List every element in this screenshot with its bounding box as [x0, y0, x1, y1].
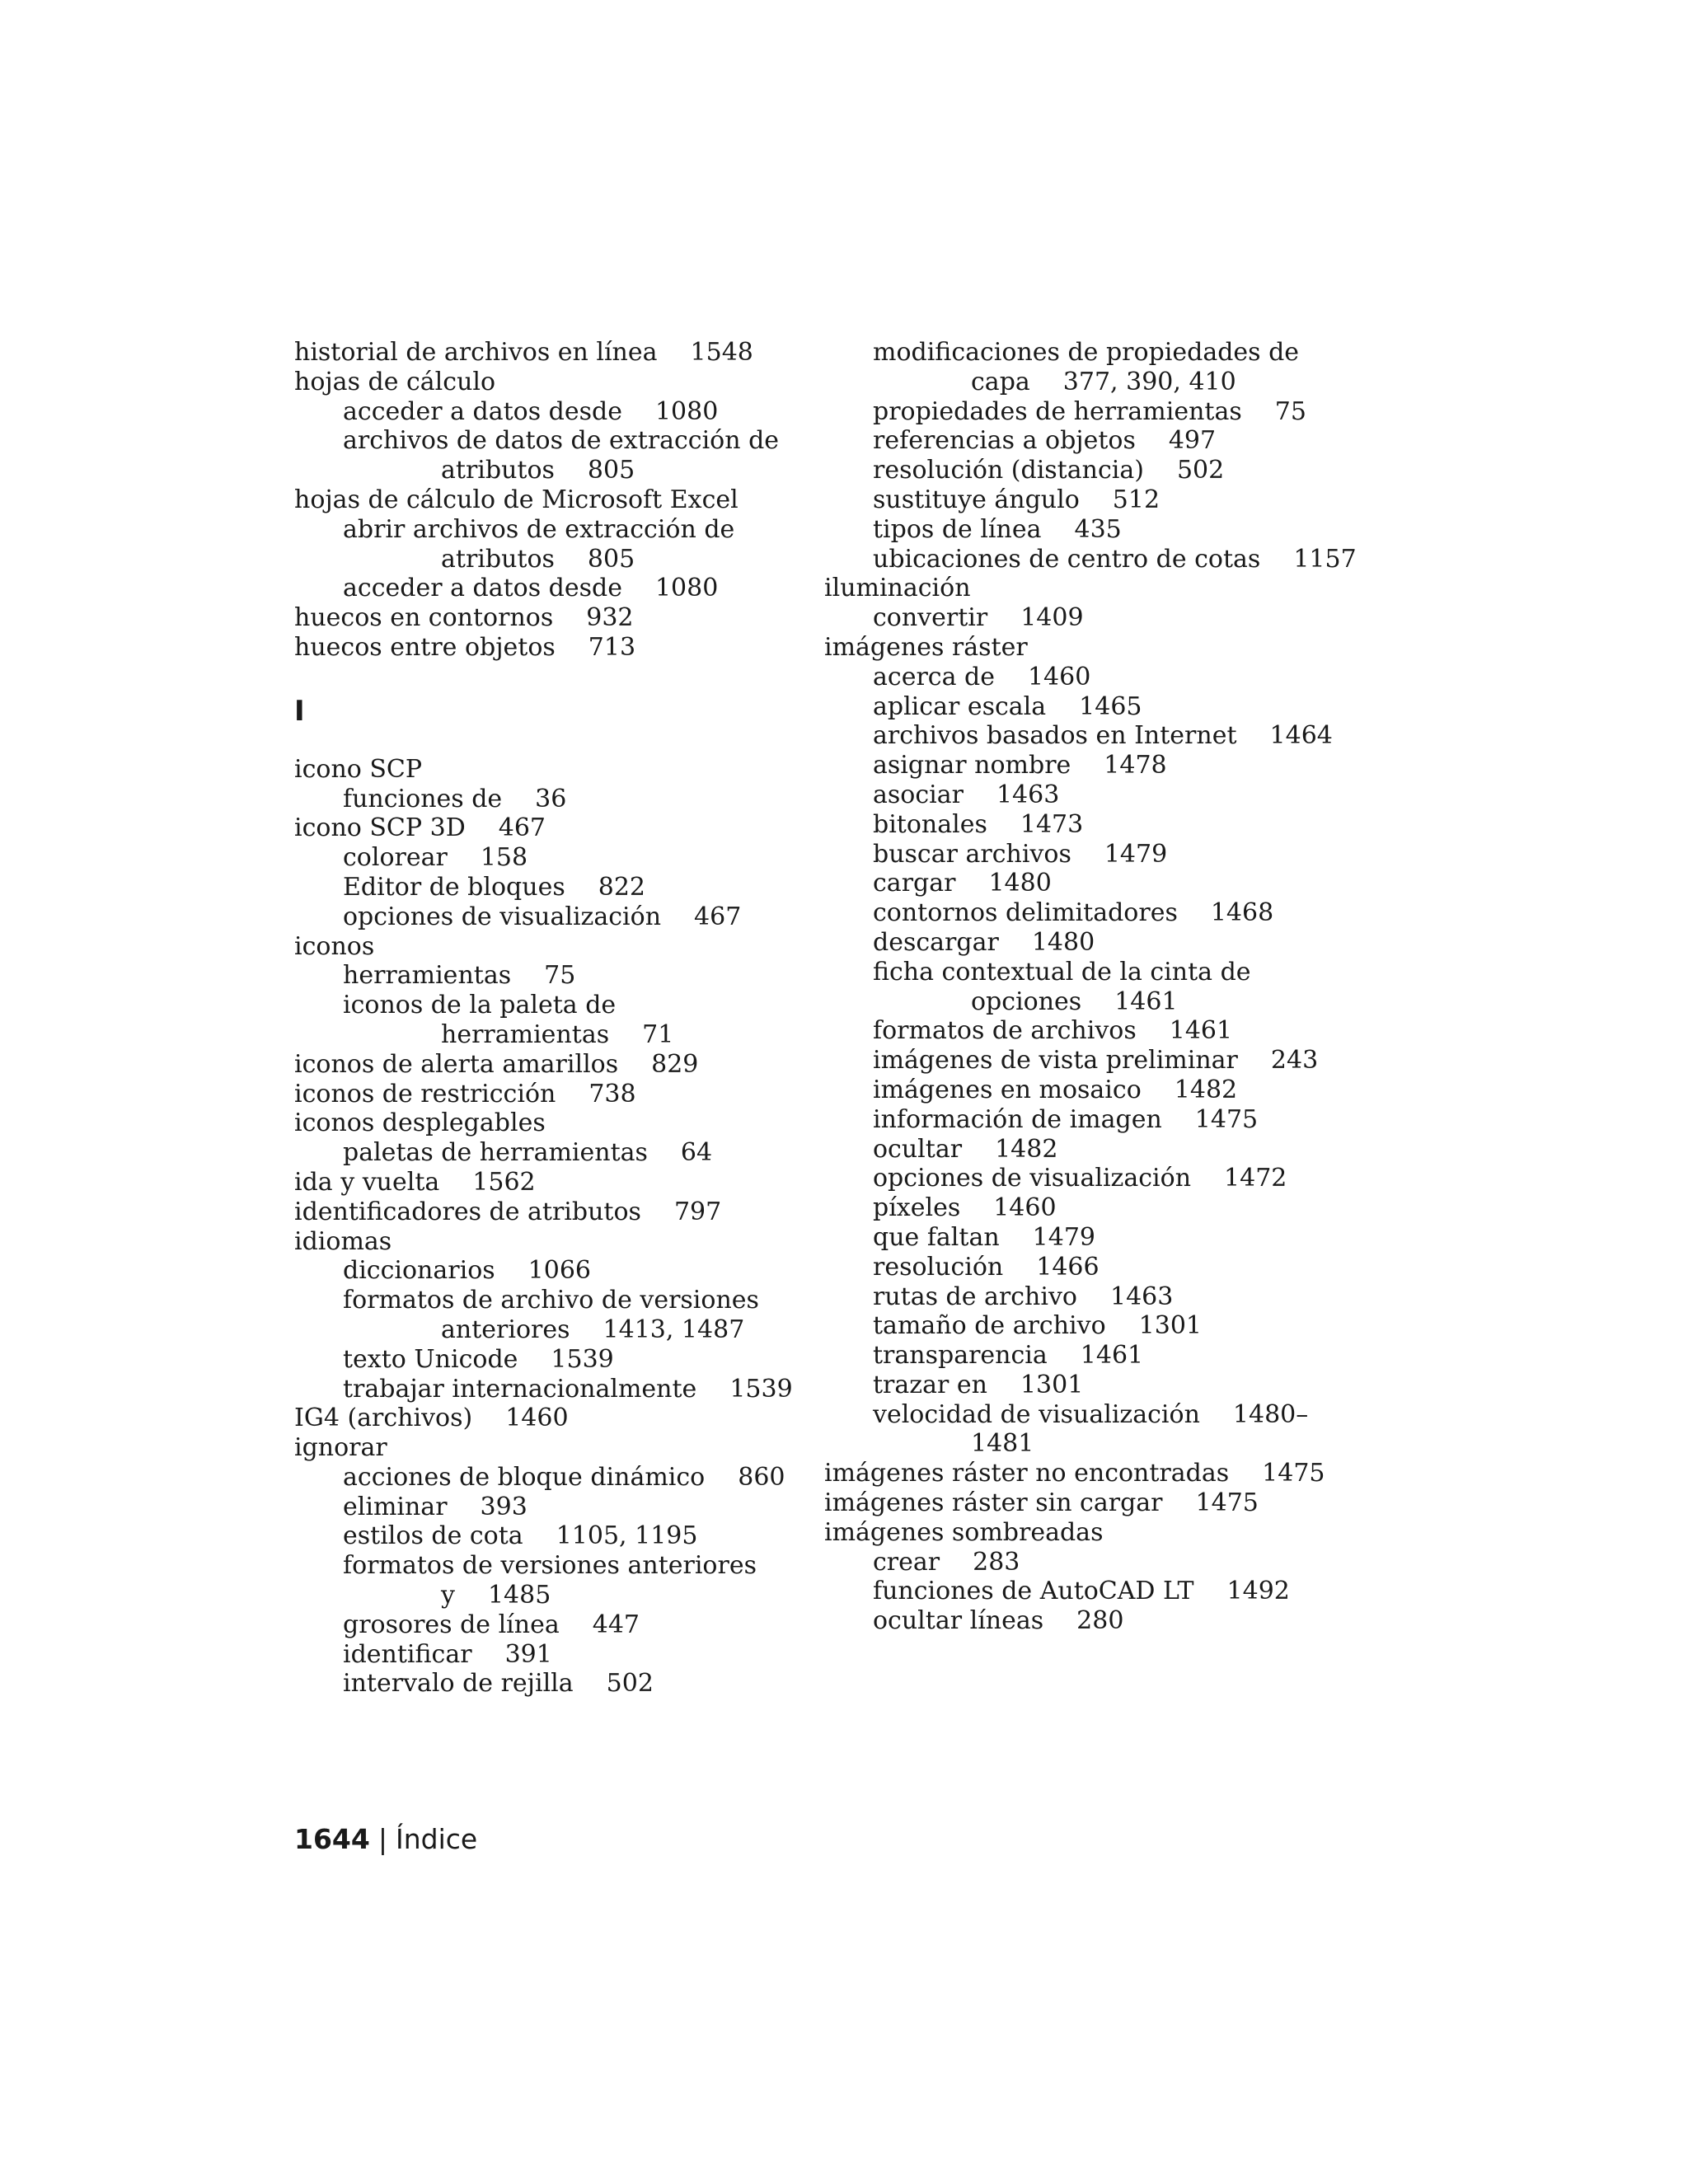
index-page-ref: 1480– — [1232, 1399, 1309, 1429]
index-entry — [294, 785, 789, 814]
index-term: píxeles — [873, 1193, 961, 1223]
index-entry — [294, 1551, 789, 1581]
index-entry — [294, 426, 789, 456]
footer-separator: | — [377, 1823, 387, 1855]
index-term: hojas de cálculo — [294, 367, 496, 396]
index-term: iluminación — [824, 574, 971, 603]
index-term: iconos — [294, 931, 375, 961]
index-entry — [824, 1164, 1352, 1193]
index-entry — [824, 1253, 1352, 1282]
index-term: crear — [873, 1547, 940, 1577]
index-entry — [824, 869, 1352, 898]
index-page-ref: 393 — [480, 1492, 528, 1521]
index-term: formatos de archivo de versiones — [343, 1286, 759, 1315]
index-entry — [294, 1374, 793, 1404]
index-entry — [294, 991, 789, 1020]
index-page-ref: 1157 — [1293, 544, 1357, 574]
index-term: icono SCP — [294, 754, 423, 784]
index-entry — [294, 1138, 789, 1168]
index-term: opciones — [971, 987, 1082, 1016]
index-page-ref: 1468 — [1210, 898, 1274, 928]
index-term: hojas de cálculo de Microsoft Excel — [294, 485, 738, 514]
index-term: cargar — [873, 869, 956, 898]
index-term: descargar — [873, 927, 999, 957]
index-term: formatos de versiones anteriores — [343, 1551, 757, 1581]
index-entry — [294, 961, 789, 991]
index-entry — [294, 485, 789, 515]
index-page-ref: 1479 — [1104, 839, 1168, 869]
index-page-ref: 1539 — [551, 1344, 614, 1374]
index-term: rutas de archivo — [873, 1282, 1077, 1311]
index-term: icono SCP 3D — [294, 813, 466, 843]
index-page-ref: 1461 — [1169, 1016, 1233, 1046]
index-entry — [294, 1521, 789, 1551]
index-entry — [294, 1286, 789, 1315]
index-entry — [294, 338, 789, 368]
index-entry — [294, 1345, 789, 1375]
index-entry — [294, 1433, 789, 1463]
index-term: archivos basados en Internet — [873, 721, 1237, 751]
index-term: ida y vuelta — [294, 1167, 440, 1197]
index-page-ref: 1460 — [993, 1193, 1057, 1223]
index-entry — [294, 755, 789, 785]
index-entry — [824, 1518, 1352, 1548]
index-term: iconos de la paleta de — [343, 991, 617, 1020]
index-page-ref: 1480 — [988, 869, 1052, 898]
index-page-ref: 1301 — [1020, 1370, 1084, 1399]
index-page-ref: 1464 — [1269, 721, 1333, 751]
index-page-ref: 738 — [588, 1079, 636, 1108]
index-entry — [294, 1020, 789, 1050]
index-entry — [294, 813, 789, 843]
index-entry — [824, 1606, 1352, 1636]
index-entry — [824, 1371, 1352, 1400]
index-term: buscar archivos — [873, 839, 1071, 869]
index-term: texto Unicode — [343, 1344, 518, 1374]
index-entry — [824, 515, 1352, 545]
index-page-ref: 829 — [651, 1049, 699, 1079]
index-entry — [294, 1315, 789, 1345]
index-entry — [824, 751, 1352, 780]
index-entry — [294, 1493, 789, 1522]
index-term: huecos en contornos — [294, 603, 554, 633]
index-term: imágenes sombreadas — [824, 1517, 1104, 1547]
index-page-ref: 435 — [1074, 514, 1122, 544]
index-term: contornos delimitadores — [873, 898, 1178, 928]
index-entry — [824, 574, 1352, 603]
index-term: ocultar líneas — [873, 1606, 1044, 1636]
index-page-ref: 36 — [535, 784, 567, 813]
index-entry — [824, 958, 1352, 987]
index-page-ref: 283 — [973, 1547, 1020, 1577]
index-entry — [294, 1669, 789, 1699]
index-term: intervalo de rejilla — [343, 1669, 574, 1699]
index-term: colorear — [343, 843, 448, 873]
section-heading-letter: I — [294, 694, 305, 728]
index-page-ref: 805 — [587, 456, 635, 485]
index-entry — [294, 902, 789, 932]
index-term: propiedades de herramientas — [873, 396, 1242, 426]
index-page-ref: 467 — [498, 813, 546, 843]
index-term: velocidad de visualización — [873, 1399, 1200, 1429]
index-entry — [294, 1256, 789, 1286]
index-term: IG4 (archivos) — [294, 1404, 473, 1433]
index-entry — [824, 1341, 1352, 1371]
index-term: funciones de AutoCAD LT — [873, 1577, 1194, 1606]
index-entry — [294, 1581, 789, 1610]
index-term: referencias a objetos — [873, 426, 1136, 456]
index-term: convertir — [873, 603, 988, 633]
index-term: eliminar — [343, 1492, 448, 1521]
index-column-right — [824, 338, 1357, 1636]
index-entry — [824, 987, 1352, 1017]
index-term: huecos entre objetos — [294, 632, 556, 662]
index-term: identificadores de atributos — [294, 1197, 641, 1226]
index-page-ref: 497 — [1168, 426, 1217, 456]
index-entry — [824, 840, 1352, 869]
index-page-ref: 1463 — [1109, 1282, 1174, 1311]
index-term: y — [441, 1581, 455, 1610]
index-term: aplicar escala — [873, 691, 1047, 721]
index-term: acciones de bloque dinámico — [343, 1462, 706, 1492]
index-entry — [824, 1016, 1352, 1046]
index-entry — [294, 1404, 789, 1433]
index-page-ref: 243 — [1270, 1046, 1319, 1076]
index-entry — [824, 1577, 1352, 1606]
index-entry — [294, 515, 789, 545]
index-entry — [824, 397, 1352, 427]
index-term: herramientas — [343, 961, 512, 991]
index-page-ref: 1463 — [996, 780, 1060, 809]
section-spacer — [294, 663, 789, 695]
index-page-ref: 75 — [1274, 396, 1306, 426]
index-term: asociar — [873, 780, 964, 809]
index-term: trabajar internacionalmente — [343, 1374, 697, 1404]
index-entry — [294, 1227, 789, 1257]
index-term: imágenes ráster no encontradas — [824, 1459, 1230, 1488]
index-entry — [824, 1076, 1352, 1105]
index-term: capa — [971, 367, 1030, 396]
index-page-ref: 1105, 1195 — [556, 1521, 698, 1551]
index-page-ref: 1461 — [1080, 1341, 1144, 1371]
index-term: bitonales — [873, 809, 987, 839]
index-page-ref: 1301 — [1138, 1311, 1203, 1341]
index-term: ficha contextual de la cinta de — [873, 957, 1251, 987]
index-term: 1481 — [971, 1429, 1034, 1459]
index-page-ref: 1472 — [1224, 1164, 1287, 1193]
index-term: iconos de alerta amarillos — [294, 1049, 619, 1079]
index-page-ref: 1485 — [487, 1581, 551, 1610]
index-entry — [294, 1197, 789, 1227]
index-entry — [824, 1488, 1352, 1518]
index-entry — [824, 663, 1352, 692]
index-page-ref: 64 — [680, 1138, 713, 1168]
index-entry — [824, 1223, 1352, 1253]
index-page-ref: 1475 — [1194, 1104, 1259, 1134]
index-term: funciones de — [343, 784, 503, 813]
index-term: formatos de archivos — [873, 1016, 1137, 1046]
index-page-ref: 1460 — [1027, 662, 1091, 691]
index-term: archivos de datos de extracción de — [343, 426, 780, 456]
index-entry — [824, 633, 1352, 663]
index-page-ref: 805 — [587, 544, 635, 574]
index-page-ref: 158 — [480, 843, 528, 873]
index-term: identificar — [343, 1639, 472, 1669]
index-entry — [824, 928, 1352, 958]
index-page-ref: 1460 — [505, 1404, 569, 1433]
index-term: acceder a datos desde — [343, 396, 622, 426]
index-term: grosores de línea — [343, 1610, 560, 1639]
index-term: atributos — [441, 456, 555, 485]
page-number: 1644 — [294, 1823, 370, 1855]
index-term: iconos desplegables — [294, 1108, 546, 1138]
index-column-left — [294, 338, 793, 1699]
index-entry — [294, 1168, 789, 1197]
index-entry — [824, 456, 1352, 485]
index-entry — [824, 1429, 1352, 1459]
index-entry — [294, 873, 789, 902]
index-term: opciones de visualización — [873, 1164, 1192, 1193]
index-entry — [824, 898, 1352, 928]
index-term: opciones de visualización — [343, 902, 662, 931]
index-entry — [824, 544, 1357, 574]
index-page-ref: 1461 — [1114, 987, 1178, 1016]
index-term: acerca de — [873, 662, 995, 691]
index-page-ref: 1080 — [654, 574, 719, 603]
index-page-ref: 502 — [1176, 456, 1225, 485]
index-entry — [294, 633, 789, 663]
index-term: anteriores — [441, 1315, 570, 1344]
index-term: transparencia — [873, 1341, 1048, 1371]
index-page-ref: 1080 — [654, 396, 719, 426]
index-page-ref: 1482 — [1174, 1075, 1238, 1104]
index-entry — [294, 1640, 789, 1670]
index-entry — [294, 1463, 789, 1493]
index-page-ref: 1480 — [1031, 927, 1095, 957]
index-entry — [824, 368, 1352, 397]
index-page-ref: 797 — [673, 1197, 722, 1226]
index-entry — [824, 721, 1352, 751]
index-page-ref: 932 — [586, 603, 634, 633]
index-term: estilos de cota — [343, 1521, 523, 1551]
index-page-ref: 75 — [544, 961, 576, 991]
index-entry — [824, 1282, 1352, 1312]
index-term: ignorar — [294, 1433, 387, 1463]
index-term: atributos — [441, 544, 555, 574]
index-page-ref: 1465 — [1079, 691, 1142, 721]
index-entry — [824, 780, 1352, 810]
index-term: resolución — [873, 1252, 1004, 1282]
index-entry — [824, 1548, 1352, 1577]
index-page-ref: 713 — [588, 632, 636, 662]
index-page-ref: 1413, 1487 — [603, 1315, 745, 1344]
index-entry — [294, 368, 789, 397]
index-page-ref: 447 — [592, 1610, 640, 1639]
index-page-ref: 1562 — [472, 1167, 536, 1197]
index-term: tamaño de archivo — [873, 1311, 1106, 1341]
index-entry — [824, 1135, 1352, 1165]
index-term: idiomas — [294, 1226, 392, 1256]
index-page-ref: 1473 — [1020, 809, 1084, 839]
index-entries-left-bottom — [294, 754, 793, 1699]
index-page-ref: 822 — [598, 872, 645, 902]
index-term: asignar nombre — [873, 751, 1071, 780]
index-term: herramientas — [441, 1019, 610, 1049]
index-term: información de imagen — [873, 1104, 1162, 1134]
index-page-ref: 1475 — [1195, 1488, 1259, 1518]
footer-section-title: Índice — [395, 1823, 478, 1855]
index-entry — [824, 485, 1352, 515]
index-entry — [294, 1050, 789, 1080]
index-page-ref: 502 — [606, 1669, 654, 1699]
index-entry — [294, 1610, 789, 1640]
index-page-ref: 71 — [642, 1019, 674, 1049]
index-entry — [824, 810, 1352, 840]
index-term: diccionarios — [343, 1256, 495, 1286]
index-entry — [294, 932, 789, 962]
index-entry — [294, 456, 789, 485]
index-entry — [824, 1105, 1352, 1135]
index-page-ref: 1479 — [1032, 1222, 1096, 1252]
index-page-ref: 860 — [738, 1462, 785, 1492]
index-page-ref: 1409 — [1020, 603, 1084, 633]
index-term: trazar en — [873, 1370, 987, 1399]
index-entry — [294, 1108, 789, 1138]
index-page-ref: 1066 — [528, 1256, 592, 1286]
index-entry — [824, 338, 1352, 368]
index-term: ocultar — [873, 1134, 963, 1164]
index-page-ref: 1475 — [1262, 1459, 1325, 1488]
index-entry — [824, 1400, 1352, 1430]
index-page-ref: 1539 — [729, 1374, 793, 1404]
index-page-ref: 377, 390, 410 — [1062, 367, 1236, 396]
index-term: acceder a datos desde — [343, 574, 622, 603]
index-entries-right — [824, 338, 1357, 1636]
index-entry — [824, 1459, 1352, 1488]
index-entry — [294, 1080, 789, 1109]
index-term: resolución (distancia) — [873, 456, 1144, 485]
index-term: iconos de restricción — [294, 1079, 556, 1108]
page-footer — [294, 1823, 477, 1855]
index-term: historial de archivos en línea — [294, 338, 658, 367]
index-entry — [294, 603, 789, 633]
index-page-ref: 1478 — [1104, 751, 1167, 780]
index-entry — [294, 574, 789, 603]
index-entries-left-top — [294, 338, 789, 663]
index-entry — [294, 545, 789, 574]
index-term: tipos de línea — [873, 514, 1042, 544]
index-term: sustituye ángulo — [873, 485, 1080, 514]
index-page-ref: 1482 — [995, 1134, 1058, 1164]
index-entry — [824, 1046, 1352, 1076]
index-page-ref: 280 — [1076, 1606, 1124, 1636]
index-entry — [824, 603, 1352, 633]
index-term: Editor de bloques — [343, 872, 565, 902]
index-entry — [294, 397, 789, 427]
index-page-ref: 391 — [504, 1639, 552, 1669]
index-entry — [824, 692, 1352, 722]
index-entry — [824, 1311, 1352, 1341]
index-page-ref: 1492 — [1226, 1577, 1290, 1606]
index-entry — [824, 1193, 1352, 1223]
index-term: modificaciones de propiedades de — [873, 338, 1300, 367]
index-page-ref: 1466 — [1036, 1252, 1100, 1282]
index-term: ubicaciones de centro de cotas — [873, 544, 1261, 574]
index-term: imágenes ráster sin cargar — [824, 1488, 1163, 1518]
index-term: imágenes en mosaico — [873, 1075, 1142, 1104]
index-term: abrir archivos de extracción de — [343, 514, 735, 544]
index-term: que faltan — [873, 1222, 1000, 1252]
index-page-ref: 467 — [694, 902, 742, 931]
index-entry — [824, 426, 1352, 456]
index-page-ref: 1548 — [690, 338, 753, 367]
index-term: imágenes de vista preliminar — [873, 1046, 1238, 1076]
index-term: paletas de herramientas — [343, 1138, 648, 1168]
index-entry — [294, 843, 789, 873]
index-page-ref: 512 — [1112, 485, 1160, 514]
index-term: imágenes ráster — [824, 632, 1028, 662]
